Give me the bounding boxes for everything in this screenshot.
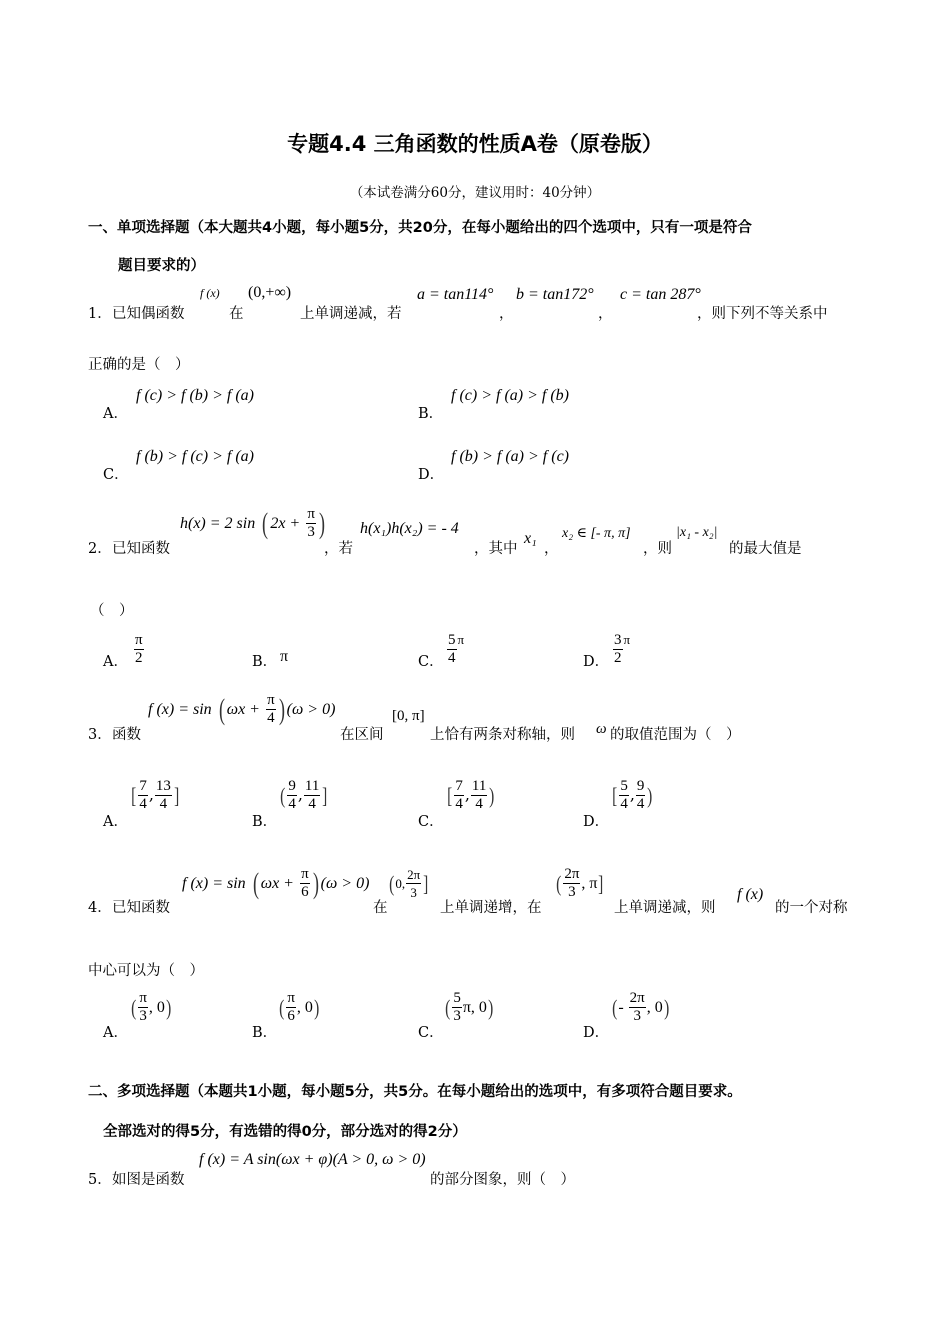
section-1-header-line2: 题目要求的） xyxy=(118,258,205,274)
comma: ， xyxy=(598,306,613,322)
option-d-value[interactable]: (- $\frac{2\pi}{3}$ , 0) xyxy=(612,990,669,1024)
question-text: ，则 xyxy=(643,541,672,557)
math-interval: (0,+∞) xyxy=(248,284,292,301)
math-omega: ω xyxy=(596,721,607,737)
math-abs: |x₁ - x₂| xyxy=(676,525,718,540)
comma: ， xyxy=(544,541,559,557)
option-c-label[interactable]: C． xyxy=(418,814,444,830)
question-number: 3． xyxy=(88,727,112,743)
option-a-value[interactable]: f (c) > f (b) > f (a) xyxy=(136,387,254,404)
option-a-value[interactable]: ( $\frac{\pi}{3}$ , 0) xyxy=(131,990,172,1024)
math-decreasing-interval: ( $\frac{2\pi}{3}$ , π] xyxy=(556,866,604,900)
question-text: 函数 xyxy=(112,727,141,743)
option-a-label[interactable]: A． xyxy=(103,654,128,670)
question-text: 已知偶函数 xyxy=(112,306,185,322)
option-c-value[interactable]: [ $\frac{7}{4}$ , $\frac{11}{4}$ ) xyxy=(447,778,495,812)
option-d-label[interactable]: D． xyxy=(583,1025,610,1041)
question-text-line2: 正确的是（ ） xyxy=(88,357,190,373)
option-b-value[interactable]: ( $\frac{9}{4}$ , $\frac{11}{4}$ ] xyxy=(280,778,328,812)
question-number: 2． xyxy=(88,541,112,557)
option-b-value[interactable]: π xyxy=(280,648,289,665)
option-a-label[interactable]: A． xyxy=(103,1025,128,1041)
option-a-value[interactable]: $\frac{\pi}{2}$ xyxy=(135,632,143,666)
question-number: 5． xyxy=(88,1172,112,1188)
question-text: ，若 xyxy=(324,541,353,557)
section-2-header-line1: 二、多项选择题（本题共1小题，每小题5分，共5分。在每小题给出的选项中，有多项符合题目要求。 xyxy=(88,1084,742,1100)
question-number: 4． xyxy=(88,900,112,916)
question-number: 1． xyxy=(88,306,112,322)
question-text: 在 xyxy=(229,306,244,322)
question-text: 的部分图象，则（ ） xyxy=(430,1172,575,1188)
question-text: 已知函数 xyxy=(112,541,170,557)
question-text: 的一个对称 xyxy=(775,900,848,916)
option-b-label[interactable]: B． xyxy=(252,814,278,830)
section-2-header-line2: 全部选对的得5分，有选错的得0分，部分选对的得2分） xyxy=(103,1124,467,1140)
math-c-def: c = tan 287° xyxy=(620,286,701,303)
question-text: 的最大值是 xyxy=(729,541,802,557)
question-text: 上单调递增，在 xyxy=(440,900,542,916)
question-text: 上单调递减，若 xyxy=(300,306,402,322)
option-d-label[interactable]: D． xyxy=(583,654,610,670)
question-text: ，则下列不等关系中 xyxy=(697,306,828,322)
option-c-label[interactable]: C． xyxy=(103,467,129,483)
comma: ， xyxy=(499,306,514,322)
option-c-value[interactable]: $\frac{5}{4}$ $^\pi$ xyxy=(448,632,465,666)
option-b-value[interactable]: ( $\frac{\pi}{6}$ , 0) xyxy=(279,990,320,1024)
math-b-def: b = tan172° xyxy=(516,286,594,303)
math-increasing-interval: (0, $\frac{2\pi}{3}$ ] xyxy=(389,867,429,900)
question-text: 上恰有两条对称轴，则 xyxy=(430,727,575,743)
option-c-label[interactable]: C． xyxy=(418,1025,444,1041)
option-d-value[interactable]: [ $\frac{5}{4}$ , $\frac{9}{4}$ ) xyxy=(612,778,653,812)
question-text-line2: （ ） xyxy=(90,603,134,619)
option-b-value[interactable]: f (c) > f (a) > f (b) xyxy=(451,387,569,404)
option-c-value[interactable]: ( $\frac{5}{3}$ π, 0) xyxy=(445,990,494,1024)
question-text: 已知函数 xyxy=(112,900,170,916)
section-1-header-line1: 一、单项选择题（本大题共4小题，每小题5分，共20分，在每小题给出的四个选项中，只有一项是符合 xyxy=(88,220,752,236)
math-fx: f (x) xyxy=(200,286,220,300)
option-b-label[interactable]: B． xyxy=(252,654,278,670)
math-f-function: f (x) = sin ( ωx + $\frac{\pi}{6}$ ) (ω > 0) xyxy=(182,866,370,900)
question-text: 的取值范围为（ ） xyxy=(610,727,741,743)
question-text: 上单调递减，则 xyxy=(614,900,716,916)
math-fx: f (x) xyxy=(737,886,764,903)
option-a-label[interactable]: A． xyxy=(103,814,128,830)
option-b-label[interactable]: B． xyxy=(252,1025,278,1041)
option-b-label[interactable]: B． xyxy=(418,406,444,422)
math-f-function: f (x) = A sin(ωx + φ)(A > 0, ω > 0) xyxy=(199,1151,426,1168)
question-text: 在 xyxy=(373,900,388,916)
option-c-value[interactable]: f (b) > f (c) > f (a) xyxy=(136,448,254,465)
math-a-def: a = tan114° xyxy=(417,286,494,303)
math-interval: [0, π] xyxy=(392,708,425,724)
question-text-line2: 中心可以为（ ） xyxy=(88,963,204,979)
exam-info: （本试卷满分60分，建议用时：40分钟） xyxy=(349,185,601,201)
math-f-function: f (x) = sin ( ωx + $\frac{\pi}{4}$ ) (ω > 0) xyxy=(148,692,336,726)
option-d-label[interactable]: D． xyxy=(418,467,445,483)
question-text: ，其中 xyxy=(474,541,518,557)
page-title: 专题4.4 三角函数的性质A卷（原卷版） xyxy=(287,132,663,156)
option-d-value[interactable]: f (b) > f (a) > f (c) xyxy=(451,448,569,465)
question-text: 如图是函数 xyxy=(112,1172,185,1188)
question-text: 在区间 xyxy=(340,727,384,743)
math-h-function: h(x) = 2 sin ( 2x + $\frac{\pi}{3}$ ) xyxy=(180,506,325,540)
option-a-value[interactable]: [ $\frac{7}{4}$ , $\frac{13}{4}$ ] xyxy=(131,778,180,812)
option-c-label[interactable]: C． xyxy=(418,654,444,670)
math-condition: h(x₁)h(x₂) = - 4 xyxy=(360,520,459,537)
math-range: x₂ ∈ [- π, π] xyxy=(562,526,631,541)
option-d-value[interactable]: $\frac{3}{2}$ $^\pi$ xyxy=(614,632,631,666)
math-x1: x₁ xyxy=(524,530,537,547)
option-a-label[interactable]: A． xyxy=(103,406,128,422)
option-d-label[interactable]: D． xyxy=(583,814,610,830)
